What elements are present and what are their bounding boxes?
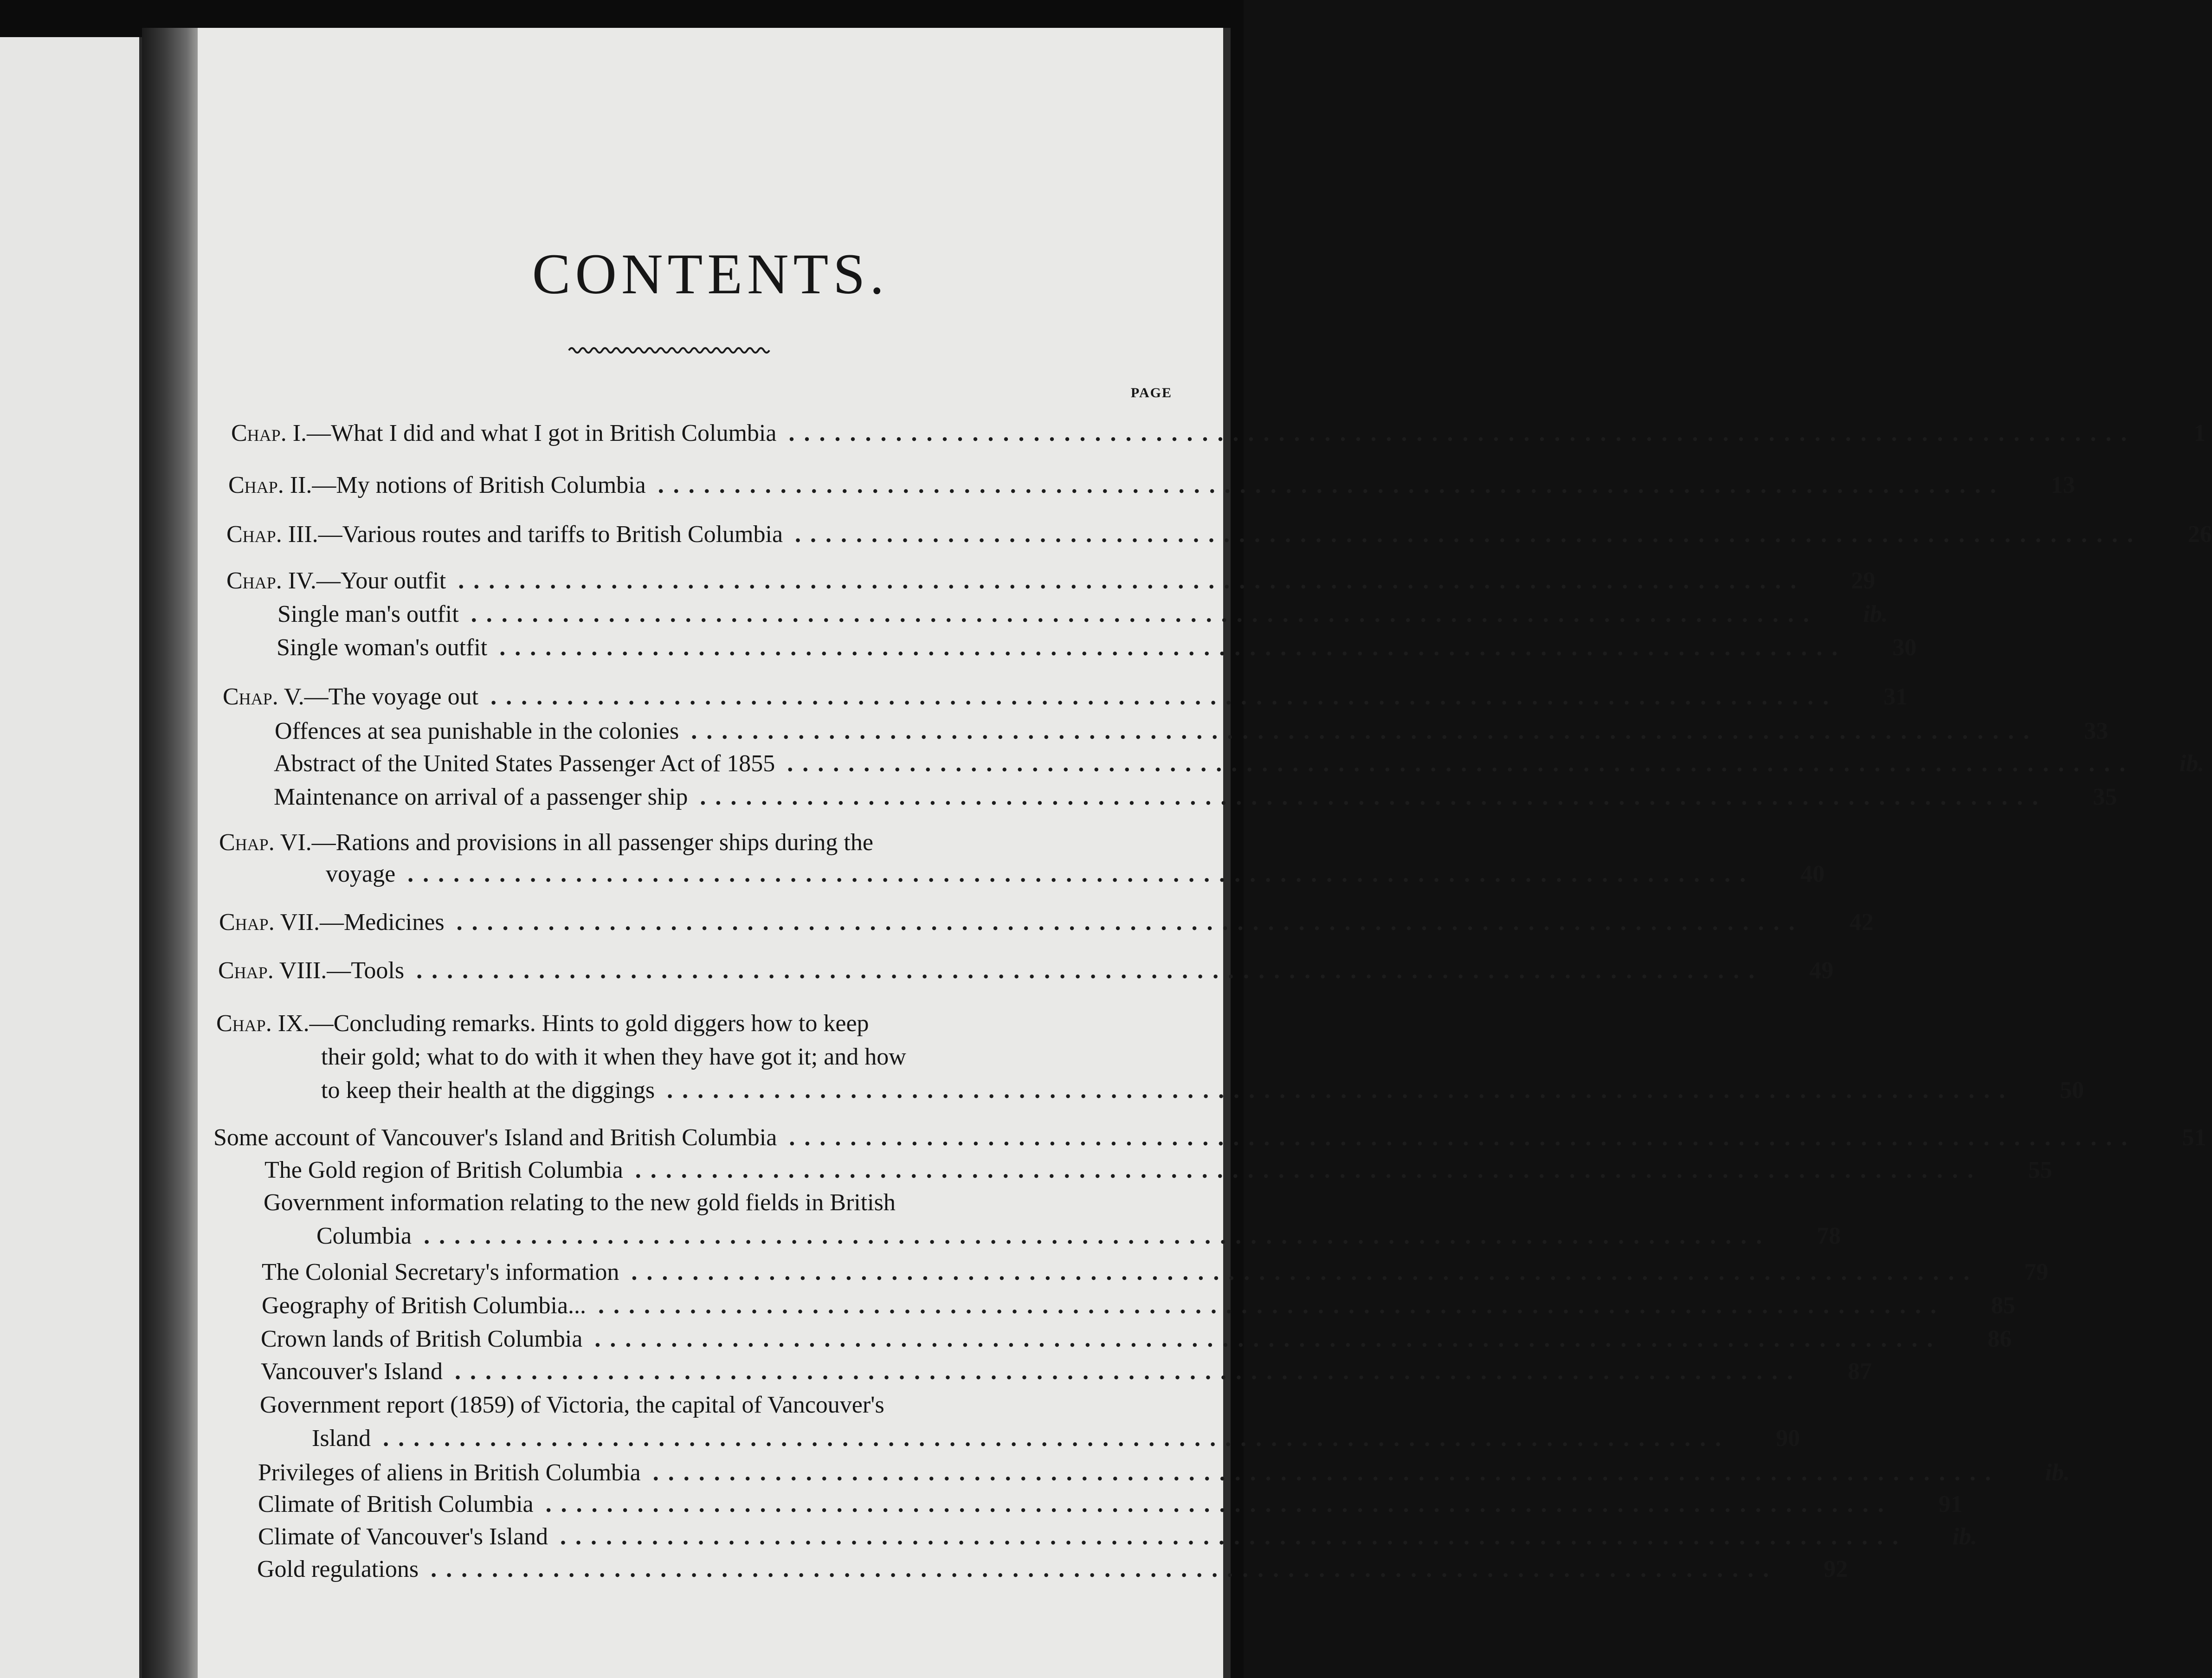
toc-entry-label-continued: Island: [312, 1425, 371, 1452]
toc-entry-label: Chap. II.—My notions of British Columbia: [228, 472, 646, 498]
dot-leader: ........................................................................................: [545, 1491, 1893, 1517]
toc-entry: [261, 1324, 2012, 1354]
toc-entry-label: Chap. VII.—Medicines: [219, 909, 445, 936]
toc-entry-label: Chap. IX.—Concluding remarks. Hints to gold diggers how to keep: [216, 1010, 869, 1037]
toc-page-number: 49: [1809, 957, 1834, 984]
dot-leader: ........................................................................................: [795, 521, 2143, 548]
dot-leader: ........................................................................................: [424, 1223, 1772, 1249]
toc-entry-label: Abstract of the United States Passenger Act of 1855: [274, 750, 775, 777]
dot-leader: ........................................................................................: [631, 1259, 1979, 1285]
toc-entry-label: Climate of British Columbia: [258, 1491, 534, 1517]
toc-page-number: 86: [1987, 1326, 2012, 1352]
dot-leader: ........................................................................................: [416, 957, 1764, 984]
toc-entry-label-continued: voyage: [326, 861, 396, 887]
toc-entry-label: Offences at sea punishable in the colonies: [275, 718, 679, 744]
toc-page-number: 51: [2182, 1124, 2206, 1151]
toc-entry-label: Single man's outfit: [277, 601, 459, 627]
dot-leader: ........................................................................................: [383, 1425, 1731, 1452]
toc-entry: [262, 1291, 2016, 1321]
toc-page-number: ib.: [1952, 1523, 1978, 1550]
toc-entry: [274, 782, 2117, 812]
toc-entry-label-continued: their gold; what to do with it when they have got it; and how: [321, 1044, 906, 1070]
toc-page-number: 50: [2060, 1077, 2084, 1104]
dot-leader: ........................................................................................: [490, 684, 1838, 710]
toc-page-number: ib.: [1863, 601, 1888, 627]
toc-entry: [226, 566, 1876, 596]
toc-entry-label: Maintenance on arrival of a passenger ship: [274, 784, 688, 810]
dot-leader: ........................................................................................: [431, 1556, 1779, 1582]
toc-entry-label: Chap. I.—What I did and what I got in British Columbia: [231, 420, 777, 446]
toc-entry: [223, 682, 1908, 712]
toc-entry-label: Privileges of aliens in British Columbia: [258, 1459, 641, 1486]
toc-entry: [261, 1357, 1872, 1387]
dot-leader: ........................................................................................: [789, 1124, 2137, 1151]
toc-page-number: 29: [1851, 568, 1876, 594]
dot-leader: ........................................................................................: [594, 1326, 1942, 1352]
toc-page-number: 79: [2024, 1259, 2049, 1285]
toc-entry: [258, 1522, 1978, 1552]
toc-page-number: 42: [1849, 909, 1874, 936]
toc-entry-label: Chap. IV.—Your outfit: [226, 568, 446, 594]
toc-page-number: 33: [2084, 718, 2109, 744]
toc-entry-label: Chap. VIII.—Tools: [218, 957, 405, 984]
page-column-header: PAGE: [1130, 385, 1172, 400]
toc-entry: [218, 956, 1834, 986]
toc-page-number: 92: [1824, 1556, 1848, 1582]
toc-entry-label-continued: Columbia: [316, 1223, 412, 1249]
toc-entry: [275, 716, 2109, 746]
book-page: [198, 28, 2212, 1678]
toc-entry: [226, 520, 2212, 549]
toc-entry-label: Government information relating to the new gold fields in British: [264, 1189, 896, 1216]
dot-leader: ........................................................................................: [455, 1358, 1803, 1385]
toc-page-number: 13: [2051, 472, 2075, 498]
toc-entry-label: The Gold region of British Columbia: [264, 1157, 623, 1183]
toc-entry: [258, 1458, 2070, 1488]
toc-entry: [326, 859, 1825, 889]
toc-page-number: 35: [2093, 784, 2117, 810]
toc-page-number: 85: [1991, 1292, 2016, 1319]
toc-entry: [258, 1490, 1963, 1519]
toc-entry: [213, 1123, 2206, 1153]
toc-entry-label-continued: to keep their health at the diggings: [321, 1077, 655, 1104]
dot-leader: ........................................................................................: [652, 1459, 2000, 1486]
toc-entry: [264, 1155, 2052, 1185]
toc-page-number: 55: [2028, 1157, 2052, 1183]
toc-entry: [219, 908, 1874, 937]
toc-entry: [316, 1221, 1841, 1251]
toc-entry-label: Chap. III.—Various routes and tariffs to British Columbia: [226, 521, 783, 548]
toc-entry-label: Chap. VI.—Rations and provisions in all passenger ships during the: [219, 829, 873, 856]
dot-leader: ........................................................................................: [499, 634, 1847, 661]
toc-page-number: 30: [1892, 634, 1917, 661]
toc-entry: [262, 1258, 2049, 1287]
toc-page-number: 26: [2188, 521, 2212, 548]
dot-leader: ........................................................................................: [788, 420, 2136, 446]
toc-page-number: ib.: [2179, 750, 2205, 777]
toc-entry: [321, 1076, 2084, 1105]
dot-leader: ........................................................................................: [560, 1523, 1908, 1550]
toc-page-number: 90: [1776, 1425, 1800, 1452]
toc-page-number: 78: [1817, 1223, 1841, 1249]
toc-page-number: 40: [1800, 861, 1825, 887]
dot-leader: ........................................................................................: [667, 1077, 2015, 1104]
toc-page-number: 87: [1848, 1358, 1872, 1385]
toc-entry: [228, 471, 2075, 500]
book-gutter: [142, 28, 198, 1678]
table-of-contents: [198, 408, 2212, 1633]
toc-entry: [312, 1424, 1800, 1453]
dot-leader: ........................................................................................: [456, 909, 1804, 936]
toc-entry-label: Climate of Vancouver's Island: [258, 1523, 548, 1550]
toc-entry: [277, 633, 1917, 663]
toc-entry-label: Chap. V.—The voyage out: [223, 684, 479, 710]
toc-entry-label: Some account of Vancouver's Island and British Columbia: [213, 1124, 777, 1151]
dot-leader: ........................................................................................: [635, 1157, 1983, 1183]
toc-entry-label: Single woman's outfit: [277, 634, 488, 661]
dot-leader: ........................................................................................: [658, 472, 2006, 498]
dot-leader: ........................................................................................: [787, 750, 2135, 777]
dot-leader: ........................................................................................: [700, 784, 2048, 810]
toc-entry-label: Government report (1859) of Victoria, the capital of Vancouver's: [260, 1392, 884, 1418]
toc-page-number: ib.: [2045, 1459, 2070, 1486]
toc-entry-label: Vancouver's Island: [261, 1358, 443, 1385]
toc-entry-label: Crown lands of British Columbia: [261, 1326, 583, 1352]
dot-leader: ........................................................................................: [598, 1292, 1946, 1319]
toc-entry: [257, 1555, 1848, 1584]
toc-page-number: 1: [2193, 420, 2206, 446]
toc-entry: [277, 600, 1888, 629]
toc-entry-label: Gold regulations: [257, 1556, 419, 1582]
dot-leader: ........................................................................................: [407, 861, 1755, 887]
dot-leader: ........................................................................................: [458, 568, 1806, 594]
dot-leader: ........................................................................................: [471, 601, 1819, 627]
wavy-rule-ornament: [569, 343, 773, 357]
toc-entry: [274, 749, 2205, 779]
toc-page-number: 31: [1883, 684, 1908, 710]
toc-entry-label: Geography of British Columbia...: [262, 1292, 587, 1319]
toc-entry: [231, 419, 2206, 448]
facing-page-edge: [0, 37, 142, 1678]
dot-leader: ........................................................................................: [691, 718, 2039, 744]
toc-page-number: 91: [1938, 1491, 1963, 1517]
page-title: CONTENTS.: [532, 242, 889, 306]
toc-entry-label: The Colonial Secretary's information: [262, 1259, 619, 1285]
